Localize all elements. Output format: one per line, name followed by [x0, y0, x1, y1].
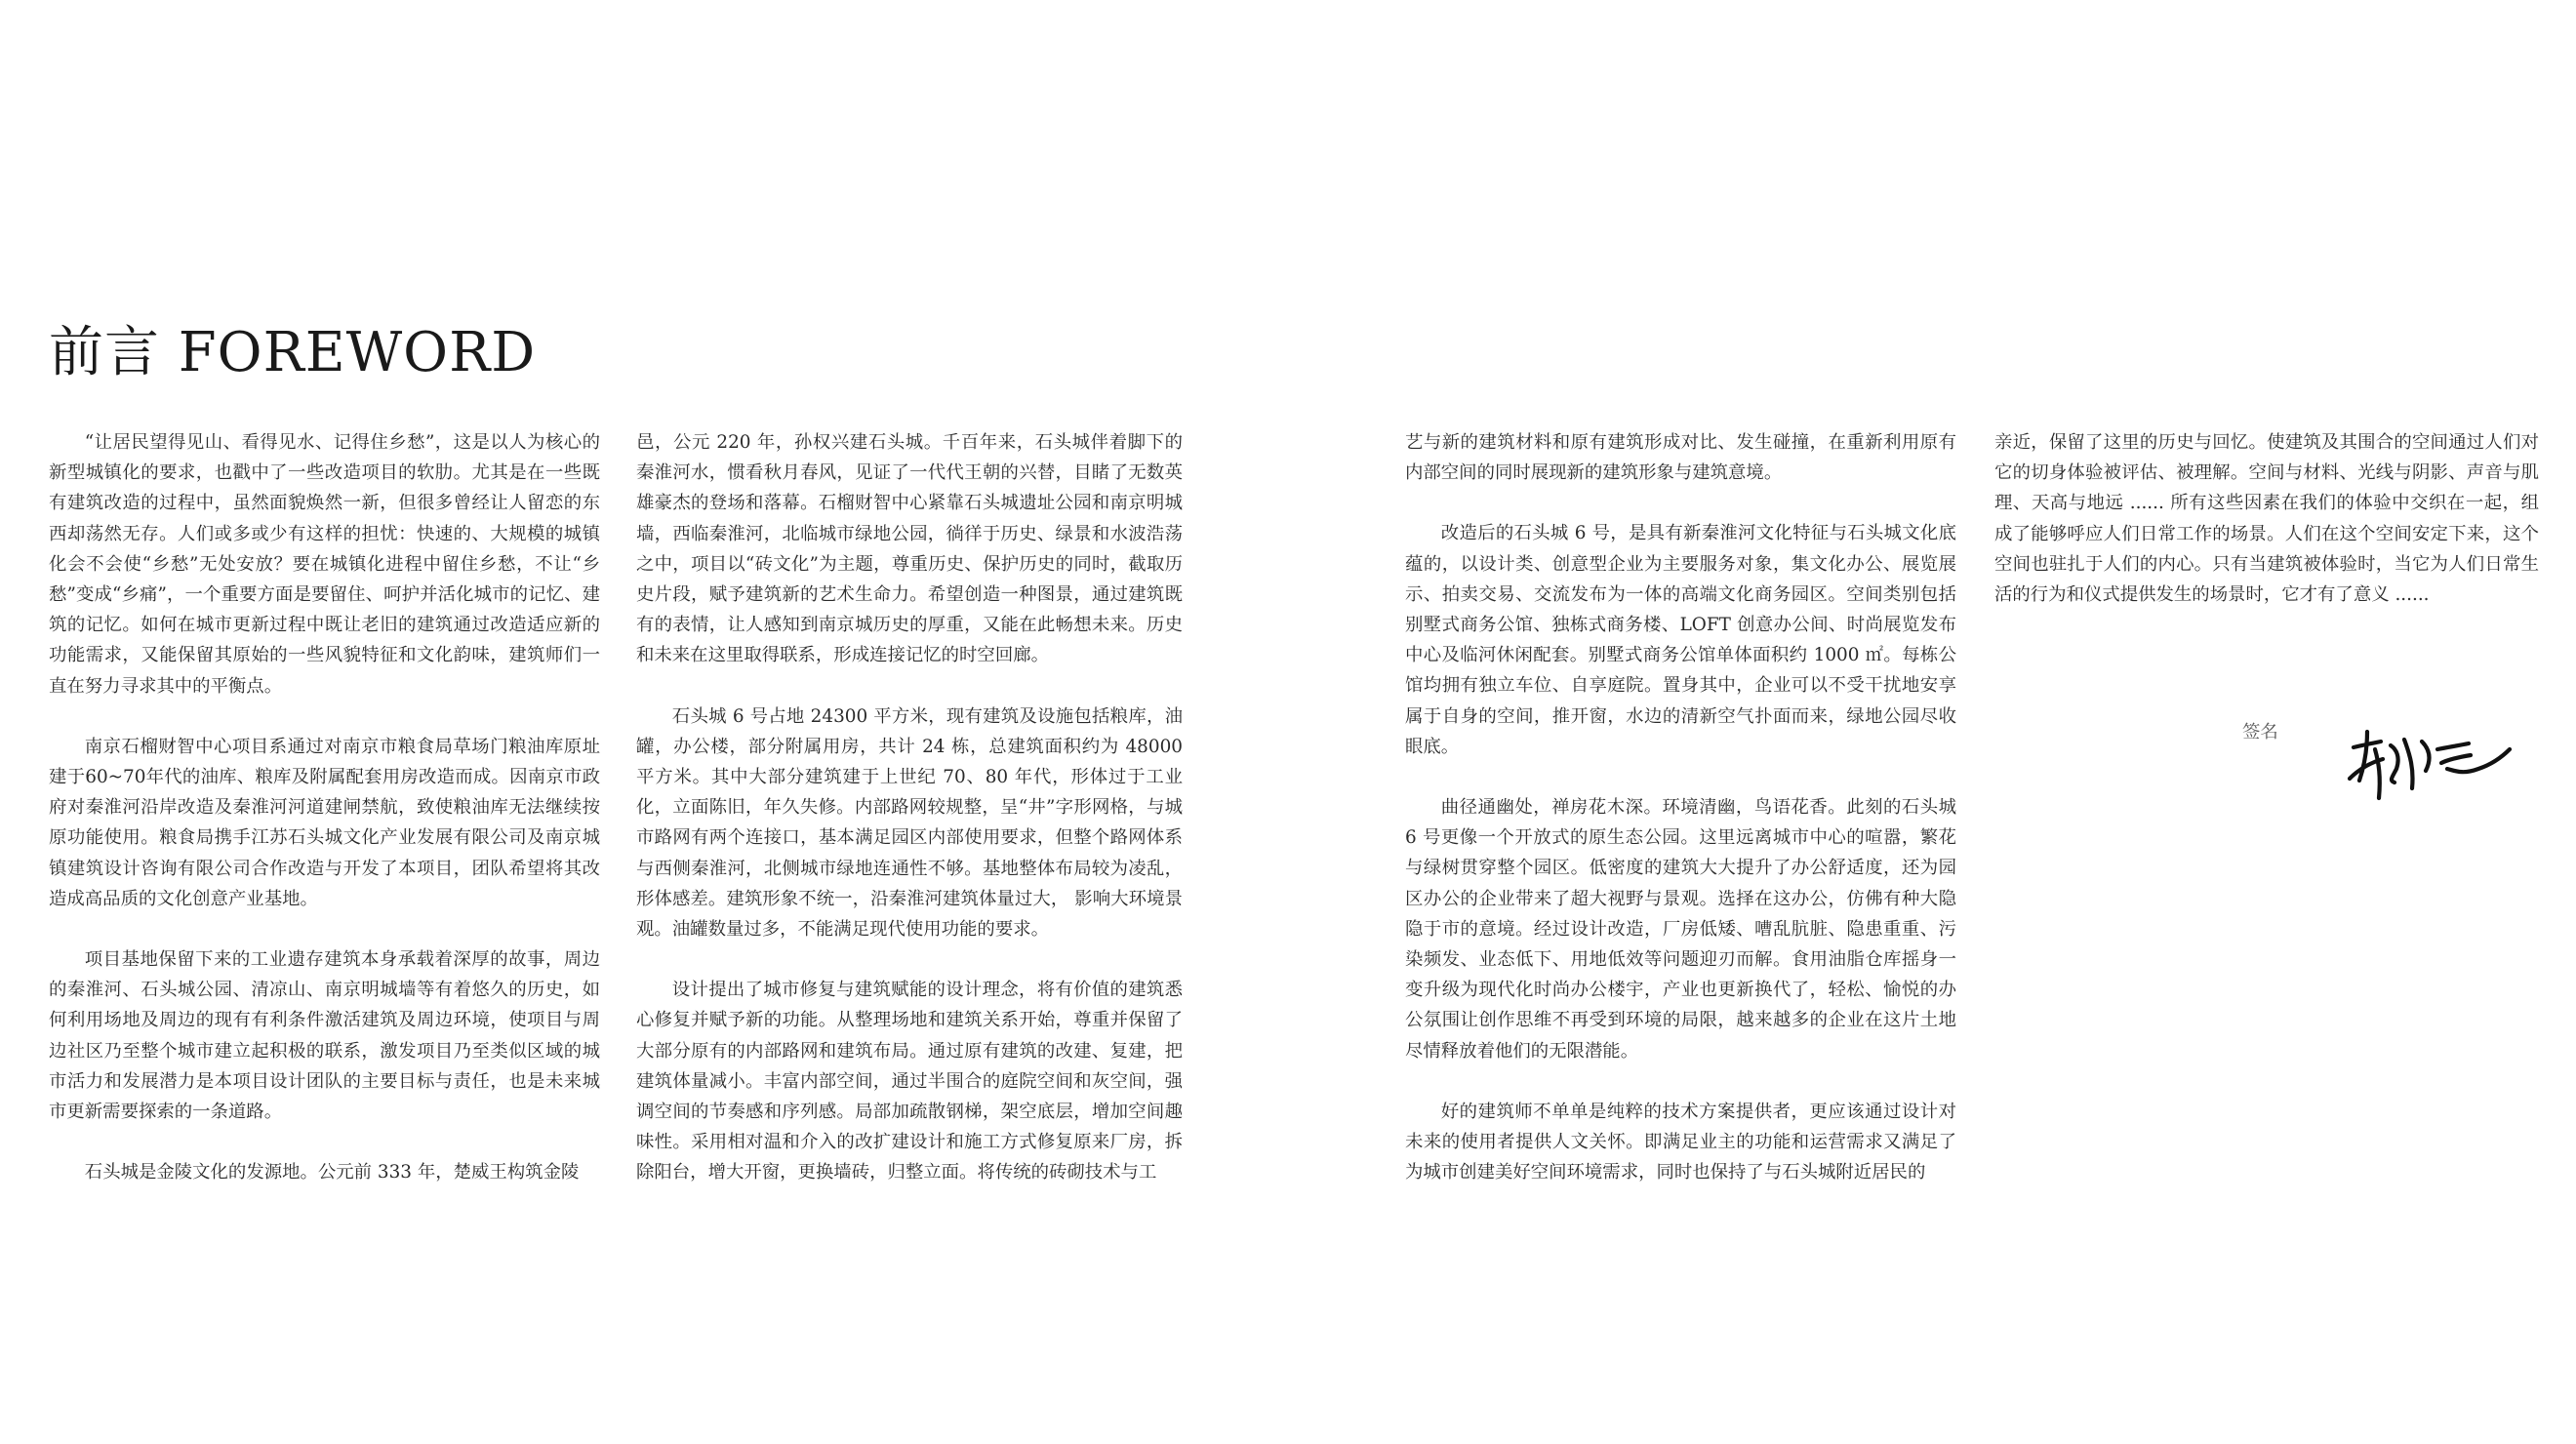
handwritten-signature	[2332, 720, 2517, 808]
paragraph: 亲近，保留了这里的历史与回忆。使建筑及其围合的空间通过人们对它的切身体验被评估、被理解。空间与材料、光线与阴影、声音与肌理、天高与地远 ...... 所有这些因素在我们的体验中交织在一起，组成了能够呼应人们日常工作的场景。人们在这个空间安定下来，这个空间也驻扎于人们的内心。只有当建筑被体验时，当它为人们日常生活的行为和仪式提供发生的场景时，它才有了意义 ......	[1994, 432, 2539, 606]
page-title: 前言 FOREWORD	[49, 321, 537, 384]
paragraph: 艺与新的建筑材料和原有建筑形成对比、发生碰撞，在重新利用原有内部空间的同时展现新的建筑形象与建筑意境。	[1405, 432, 1956, 484]
text-column-1	[49, 427, 600, 1218]
paragraph: 邑，公元 220 年，孙权兴建石头城。千百年来，石头城伴着脚下的秦淮河水，惯看秋月春风，见证了一代代王朝的兴替，目睹了无数英雄豪杰的登场和落幕。石榴财智中心紧靠石头城遗址公园和南京明城墙，西临秦淮河，北临城市绿地公园，徜徉于历史、绿景和水波浩荡之中，项目以“砖文化”为主题，尊重历史、保护历史的同时，截取历史片段，赋予建筑新的艺术生命力。希望创造一种图景，通过建筑既有的表情，让人感知到南京城历史的厚重，又能在此畅想未来。历史和未来在这里取得联系，形成连接记忆的时空回廊。	[636, 432, 1183, 666]
text-column-2	[636, 427, 1183, 1219]
paragraph: 改造后的石头城 6 号，是具有新秦淮河文化特征与石头城文化底蕴的，以设计类、创意型企业为主要服务对象，集文化办公、展览展示、拍卖交易、交流发布为一体的高端文化商务园区。空间类别包括别墅式商务公馆、独栋式商务楼、LOFT 创意办公间、时尚展览发布中心及临河休闲配套。别墅式商务公馆单体面积约 1000 ㎡。每栋公馆均拥有独立车位、自享庭院。置身其中，企业可以不受干扰地安享属于自身的空间，推开窗，水边的清新空气扑面而来，绿地公园尽收眼底。	[1405, 523, 1956, 757]
paragraph: 曲径通幽处，禅房花木深。环境清幽，鸟语花香。此刻的石头城 6 号更像一个开放式的原生态公园。这里远离城市中心的喧嚣，繁花与绿树贯穿整个园区。低密度的建筑大大提升了办公舒适度，还为园区办公的企业带来了超大视野与景观。选择在这办公，仿佛有种大隐隐于市的意境。经过设计改造，厂房低矮、嘈乱肮脏、隐患重重、污染频发、业态低下、用地低效等问题迎刃而解。食用油脂仓库摇身一变升级为现代化时尚办公楼宇，产业也更新换代了，轻松、愉悦的办公氛围让创作思维不再受到环境的局限，越来越多的企业在这片土地尽情释放着他们的无限潜能。	[1405, 797, 1956, 1062]
paragraph: “让居民望得见山、看得见水、记得住乡愁”，这是以人为核心的新型城镇化的要求，也戳中了一些改造项目的软肋。尤其是在一些既有建筑改造的过程中，虽然面貌焕然一新，但很多曾经让人留恋的东西却荡然无存。人们或多或少有这样的担忧：快速的、大规模的城镇化会不会使“乡愁”无处安放？要在城镇化进程中留住乡愁，不让“乡愁”变成“乡痛”，一个重要方面是要留住、呵护并活化城市的记忆、建筑的记忆。如何在城市更新过程中既让老旧的建筑通过改造适应新的功能需求，又能保留其原始的一些风貌特征和文化韵味，建筑师们一直在努力寻求其中的平衡点。	[49, 432, 600, 697]
text-column-4	[1994, 427, 2539, 640]
text-column-3	[1405, 427, 1956, 1218]
paragraph: 石头城 6 号占地 24300 平方米，现有建筑及设施包括粮库，油罐，办公楼，部分附属用房，共计 24 栋，总建筑面积约为 48000 平方米。其中大部分建筑建于上世纪 70、80 年代，形体过于工业化，立面陈旧，年久失修。内部路网较规整，呈“井”字形网格，与城市路网有两个连接口，基本满足园区内部使用要求，但整个路网体系与西侧秦淮河，北侧城市绿地连通性不够。基地整体布局较为凌乱，形体感差。建筑形象不统一，沿秦淮河建筑体量过大， 影响大环境景观。油罐数量过多，不能满足现代使用功能的要求。	[636, 705, 1183, 941]
signature-label: 签名	[2242, 722, 2278, 742]
paragraph: 项目基地保留下来的工业遗存建筑本身承载着深厚的故事，周边的秦淮河、石头城公园、清凉山、南京明城墙等有着悠久的历史，如何利用场地及周边的现有有利条件激活建筑及周边环境，使项目与周边社区乃至整个城市建立起积极的联系，激发项目乃至类似区域的城市活力和发展潜力是本项目设计团队的主要目标与责任，也是未来城市更新需要探索的一条道路。	[49, 949, 600, 1123]
paragraph: 好的建筑师不单单是纯粹的技术方案提供者，更应该通过设计对未来的使用者提供人文关怀。即满足业主的功能和运营需求又满足了为城市创建美好空间环境需求，同时也保持了与石头城附近居民的	[1405, 1101, 1956, 1183]
paragraph: 石头城是金陵文化的发源地。公元前 333 年，楚威王构筑金陵	[84, 1162, 580, 1183]
paragraph: 设计提出了城市修复与建筑赋能的设计理念，将有价值的建筑悉心修复并赋予新的功能。从整理场地和建筑关系开始，尊重并保留了大部分原有的内部路网和建筑布局。通过原有建筑的改建、复建，把建筑体量减小。丰富内部空间，通过半围合的庭院空间和灰空间，强调空间的节奏感和序列感。局部加疏散钢梯，架空底层，增加空间趣味性。采用相对温和介入的改扩建设计和施工方式修复原来厂房，拆除阳台，增大开窗，更换墙砖，归整立面。将传统的砖砌技术与工	[636, 980, 1183, 1183]
paragraph: 南京石榴财智中心项目系通过对南京市粮食局草场门粮油库原址建于60~70年代的油库、粮库及附属配套用房改造而成。因南京市政府对秦淮河沿岸改造及秦淮河河道建闸禁航，致使粮油库无法继续按原功能使用。粮食局携手江苏石头城文化产业发展有限公司及南京城镇建筑设计咨询有限公司合作改造与开发了本项目，团队希望将其改造成高品质的文化创意产业基地。	[49, 736, 600, 909]
